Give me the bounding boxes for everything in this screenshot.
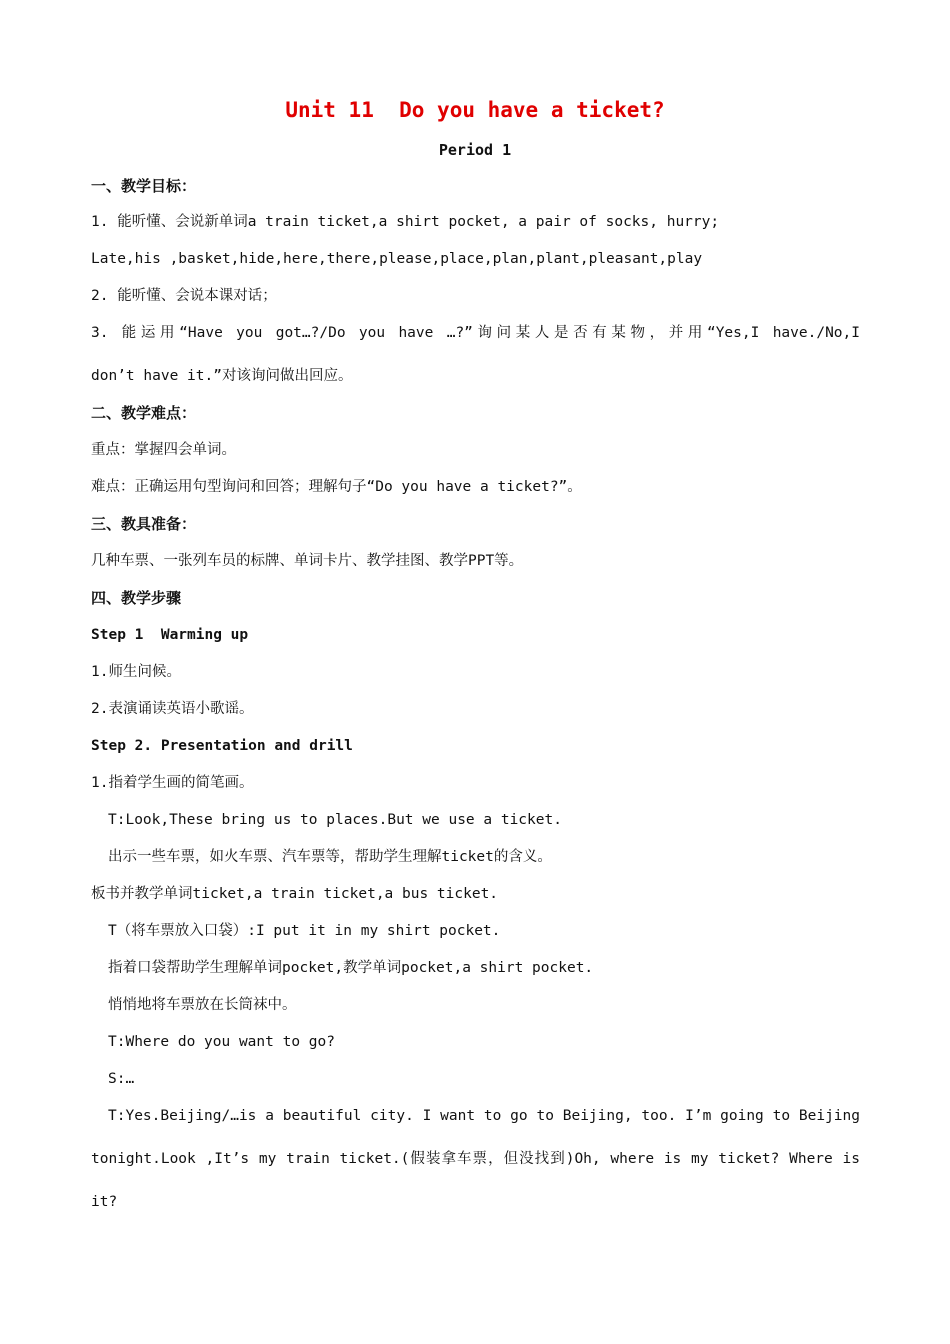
- document-title: Unit 11 Do you have a ticket?: [285, 98, 665, 122]
- section-heading-steps: 四、教学步骤: [91, 589, 182, 607]
- step-1-item-1: 1.师生问候。: [91, 664, 181, 680]
- step-1-heading: Step 1 Warming up: [91, 627, 249, 643]
- objective-2: 2. 能听懂、会说本课对话；: [91, 288, 277, 304]
- section-heading-difficulties: 二、教学难点：: [91, 404, 197, 422]
- instruction-line-3: 指着口袋帮助学生理解单词pocket,教学单词pocket,a shirt pocket.: [108, 960, 594, 976]
- teacher-line-4-end: it?: [91, 1194, 118, 1210]
- instruction-line-1: 出示一些车票，如火车票、汽车票等，帮助学生理解ticket的含义。: [108, 849, 552, 865]
- objective-1: 1. 能听懂、会说新单词a train ticket,a shirt pocket, a pair of socks, hurry;: [91, 214, 720, 230]
- difficult-point: 难点：正确运用句型询问和回答；理解句子“Do you have a ticket?”。: [91, 479, 582, 495]
- teacher-line-4-cont: tonight.Look ,It’s my train ticket.(假装拿车票，但没找到)Oh, where is my ticket? Where is: [91, 1151, 860, 1167]
- teacher-line-1: T:Look,These bring us to places.But we use a ticket.: [108, 812, 562, 828]
- instruction-line-4: 悄悄地将车票放在长筒袜中。: [108, 997, 297, 1013]
- document-subtitle: Period 1: [438, 141, 512, 159]
- section-heading-objectives: 一、教学目标：: [91, 177, 197, 195]
- student-line-1: S:…: [108, 1071, 135, 1087]
- step-2-item-1: 1.指着学生画的简笔画。: [91, 775, 254, 791]
- key-point: 重点：掌握四会单词。: [91, 442, 236, 458]
- teacher-line-2: T（将车票放入口袋）:I put it in my shirt pocket.: [108, 923, 501, 939]
- teacher-line-3: T:Where do you want to go?: [108, 1034, 335, 1050]
- section-heading-materials: 三、教具准备：: [91, 515, 197, 533]
- objective-1-words: Late,his ,basket,hide,here,there,please,place,plan,plant,pleasant,play: [91, 251, 703, 267]
- step-1-item-2: 2.表演诵读英语小歌谣。: [91, 701, 254, 717]
- instruction-line-2: 板书并教学单词ticket,a train ticket,a bus ticket.: [91, 886, 499, 902]
- teacher-line-4: T:Yes.Beijing/…is a beautiful city. I want to go to Beijing, too. I’m going to Beijing: [108, 1108, 860, 1124]
- objective-3-cont: don’t have it.”对该询问做出回应。: [91, 368, 353, 384]
- materials-list: 几种车票、一张列车员的标牌、单词卡片、教学挂图、教学PPT等。: [91, 553, 524, 569]
- step-2-heading: Step 2. Presentation and drill: [91, 738, 353, 754]
- objective-3: 3. 能运用“Have you got…?/Do you have …?”询问某人是否有某物，并用“Yes,I have./No,I: [91, 325, 860, 341]
